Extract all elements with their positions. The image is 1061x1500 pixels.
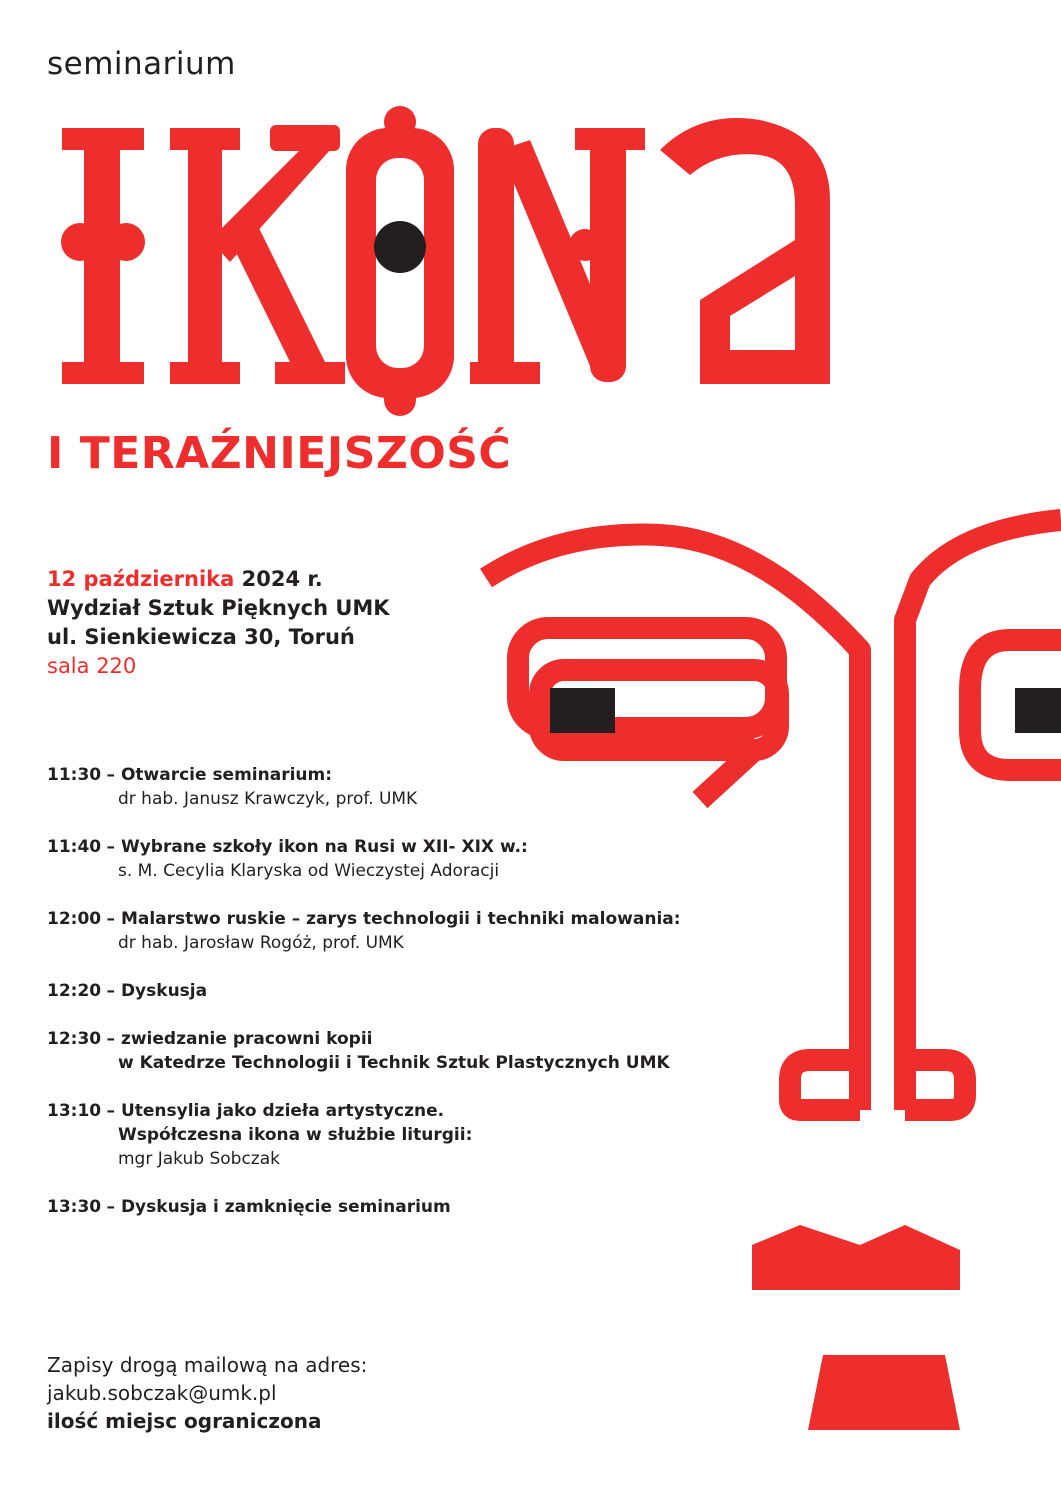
- date-day-month: 12 października: [47, 567, 235, 591]
- right-pupil: [1015, 688, 1061, 733]
- program-list: [47, 763, 681, 1243]
- program-item: 13:10 – Utensylia jako dzieła artystyczne. Współczesna ikona w służbie liturgii: mgr Jakub Sobczak: [47, 1101, 473, 1169]
- mouth: [752, 1225, 960, 1290]
- subtitle: I TERAŹNIEJSZOŚĆ: [47, 428, 512, 479]
- room: sala 220: [47, 654, 137, 678]
- date-year: 2024 r.: [241, 567, 323, 591]
- capacity-note: ilość miejsc ograniczona: [47, 1409, 322, 1433]
- program-item: 11:40 – Wybrane szkoły ikon na Rusi w XII- XIX w.: s. M. Cecylia Klaryska od Wieczystej Adoracji: [47, 837, 528, 881]
- event-info: [47, 565, 390, 681]
- program-item: 11:30 – Otwarcie seminarium: dr hab. Janusz Krawczyk, prof. UMK: [47, 765, 418, 809]
- kicker-text: seminarium: [47, 46, 236, 82]
- program-item: 12:00 – Malarstwo ruskie – zarys technologii i techniki malowania: dr hab. Jarosław Rogóż, prof. UMK: [47, 909, 681, 953]
- venue-line-1: Wydział Sztuk Pięknych UMK: [47, 596, 390, 620]
- event-date: [47, 565, 390, 594]
- registration-text: Zapisy drogą mailową na adres:: [47, 1353, 368, 1377]
- program-item: 12:20 – Dyskusja: [47, 981, 208, 1001]
- chin: [808, 1355, 960, 1430]
- registration-footer: [47, 1351, 367, 1435]
- program-item: 13:30 – Dyskusja i zamknięcie seminarium: [47, 1197, 451, 1217]
- venue-line-2: ul. Sienkiewicza 30, Toruń: [47, 625, 355, 649]
- left-pupil: [550, 688, 615, 733]
- program-item: 12:30 – zwiedzanie pracowni kopii w Katedrze Technologii i Technik Sztuk Plastycznych UMK: [47, 1029, 670, 1073]
- registration-email[interactable]: jakub.sobczak@umk.pl: [47, 1381, 277, 1405]
